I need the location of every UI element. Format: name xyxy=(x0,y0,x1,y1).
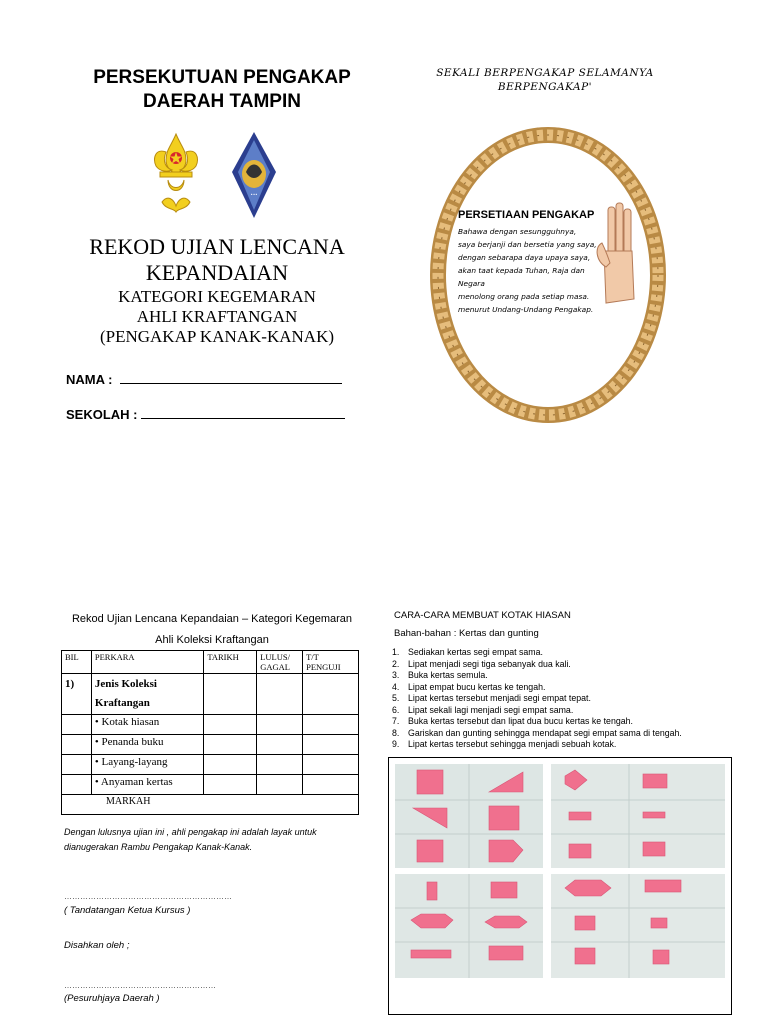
markah-label: MARKAH xyxy=(62,795,359,815)
step-item: 8. Gariskan dan gunting sehingga mendapat segi empat sama di tengah. xyxy=(392,727,682,738)
disahkan-label: Disahkan oleh ; xyxy=(64,940,130,951)
header-lulus-gagal: LULUS/ GAGAL xyxy=(257,651,303,674)
row-tarikh-cell[interactable] xyxy=(204,775,257,795)
record-title-line2: Ahli Koleksi Kraftangan xyxy=(155,634,269,646)
row-perkara: • Layang-layang xyxy=(91,755,203,775)
table-row xyxy=(62,735,359,755)
row-lulus-cell[interactable] xyxy=(257,715,303,735)
pledge-line: Bahawa dengan sesungguhnya, xyxy=(458,227,577,236)
pledge-line: dengan sebarapa daya upaya saya, xyxy=(458,253,591,262)
pledge-line: akan taat kepada Tuhan, Raja dan Negara xyxy=(458,266,585,288)
svg-text:•••: ••• xyxy=(250,192,258,197)
record-table xyxy=(61,650,359,815)
scout-motto xyxy=(400,66,690,94)
row-bil: 1) xyxy=(62,674,92,715)
table-header-row xyxy=(62,651,359,674)
header-tt-penguji: T/T PENGUJI xyxy=(303,651,359,674)
scout-logos xyxy=(150,128,280,224)
pledge-lines xyxy=(458,225,608,316)
step-item: 5. Lipat kertas tersebut menjadi segi empat tepat. xyxy=(392,693,591,703)
header-perkara: PERKARA xyxy=(91,651,203,674)
row-bil xyxy=(62,735,92,755)
pledge-rope-frame xyxy=(430,125,666,425)
motto-line2: BERPENGAKAP' xyxy=(497,81,593,93)
pledge-line: saya berjanji dan bersetia yang saya, xyxy=(458,240,597,249)
row-lulus-cell[interactable] xyxy=(257,775,303,795)
row-tt-cell[interactable] xyxy=(303,735,359,755)
step-item: 7. Buka kertas tersebut dan lipat dua bucu kertas ke tengah. xyxy=(392,716,633,726)
row-tt-cell[interactable] xyxy=(303,755,359,775)
title-line3: KATEGORI KEGEMARAN xyxy=(118,287,316,306)
row-bil xyxy=(62,775,92,795)
pledge-line: menurut Undang-Undang Pengakap. xyxy=(458,305,594,314)
row-perkara: • Kotak hiasan xyxy=(91,715,203,735)
table-row xyxy=(62,715,359,735)
pledge-text-block xyxy=(458,209,608,316)
row-lulus-cell[interactable] xyxy=(257,674,303,715)
row-perkara: Jenis Koleksi Kraftangan xyxy=(91,674,203,715)
row-lulus-cell[interactable] xyxy=(257,755,303,775)
org-title-line1: PERSEKUTUAN PENGAKAP xyxy=(93,67,351,88)
origami-steps-photos xyxy=(388,757,732,1015)
title-line2: KEPANDAIAN xyxy=(145,260,289,285)
pesuruhjaya-signature-label: (Pesuruhjaya Daerah ) xyxy=(64,993,160,1004)
step-item: 4. Lipat empat bucu kertas ke tengah. xyxy=(392,681,546,692)
sekolah-input-line[interactable] xyxy=(141,407,345,419)
qualification-note: Dengan lulusnya ujian ini , ahli pengakap ini adalah layak untuk dianugerakan Rambu Pengakap Kanak-Kanak. xyxy=(64,827,317,852)
row-tarikh-cell[interactable] xyxy=(204,755,257,775)
row-bil xyxy=(62,715,92,735)
materials-line: Bahan-bahan : Kertas dan gunting xyxy=(394,628,539,639)
title-line5: (PENGAKAP KANAK-KANAK) xyxy=(99,327,335,346)
table-row xyxy=(62,674,359,715)
row-tt-cell[interactable] xyxy=(303,674,359,715)
scout-fleur-de-lis-logo xyxy=(150,128,280,224)
row-tt-cell[interactable] xyxy=(303,715,359,735)
record-title-line1: Rekod Ujian Lencana Kepandaian – Kategori Kegemaran xyxy=(71,613,353,625)
row-tt-cell[interactable] xyxy=(303,775,359,795)
document-subtitle xyxy=(62,287,372,347)
instructions-title: CARA-CARA MEMBUAT KOTAK HIASAN xyxy=(394,610,571,621)
nama-label: NAMA : xyxy=(66,372,113,387)
step-item: 6. Lipat sekali lagi menjadi segi empat sama. xyxy=(392,704,574,715)
markah-row xyxy=(62,795,359,815)
ketua-kursus-signature-label: ( Tandatangan Ketua Kursus ) xyxy=(64,905,191,916)
table-row xyxy=(62,755,359,775)
step-item: 9. Lipat kertas tersebut sehingga menjadi sebuah kotak. xyxy=(392,739,617,749)
row-perkara: • Anyaman kertas xyxy=(91,775,203,795)
step-item: 3. Buka kertas semula. xyxy=(392,670,488,680)
step-item: 2. Lipat menjadi segi tiga sebanyak dua kali. xyxy=(392,658,571,669)
record-title xyxy=(62,609,362,651)
signature-line[interactable]: ………………………………………………… xyxy=(64,981,216,990)
row-bil xyxy=(62,755,92,775)
row-lulus-cell[interactable] xyxy=(257,735,303,755)
origami-folding-illustration xyxy=(389,758,731,1014)
header-tarikh: TARIKH xyxy=(204,651,257,674)
pledge-line: menolong orang pada setiap masa. xyxy=(458,292,590,301)
organization-title xyxy=(62,66,382,114)
sekolah-label: SEKOLAH : xyxy=(66,407,138,422)
nama-field xyxy=(66,372,342,387)
sekolah-field xyxy=(66,407,345,422)
nama-input-line[interactable] xyxy=(120,372,342,384)
signature-line[interactable]: ……………………………………………………… xyxy=(64,892,232,901)
row-tarikh-cell[interactable] xyxy=(204,735,257,755)
org-title-line2: DAERAH TAMPIN xyxy=(143,91,301,112)
table-row xyxy=(62,775,359,795)
step-item: 1. Sediakan kertas segi empat sama. xyxy=(392,647,543,657)
title-line4: AHLI KRAFTANGAN xyxy=(136,307,298,326)
row-tarikh-cell[interactable] xyxy=(204,715,257,735)
motto-line1: SEKALI BERPENGAKAP SELAMANYA xyxy=(436,67,654,79)
instruction-steps xyxy=(392,647,732,751)
pledge-title: PERSETIAAN PENGAKAP xyxy=(458,209,595,221)
header-bil: BIL xyxy=(62,651,92,674)
row-perkara: • Penanda buku xyxy=(91,735,203,755)
row-tarikh-cell[interactable] xyxy=(204,674,257,715)
document-title xyxy=(62,234,372,286)
title-line1: REKOD UJIAN LENCANA xyxy=(89,234,345,259)
